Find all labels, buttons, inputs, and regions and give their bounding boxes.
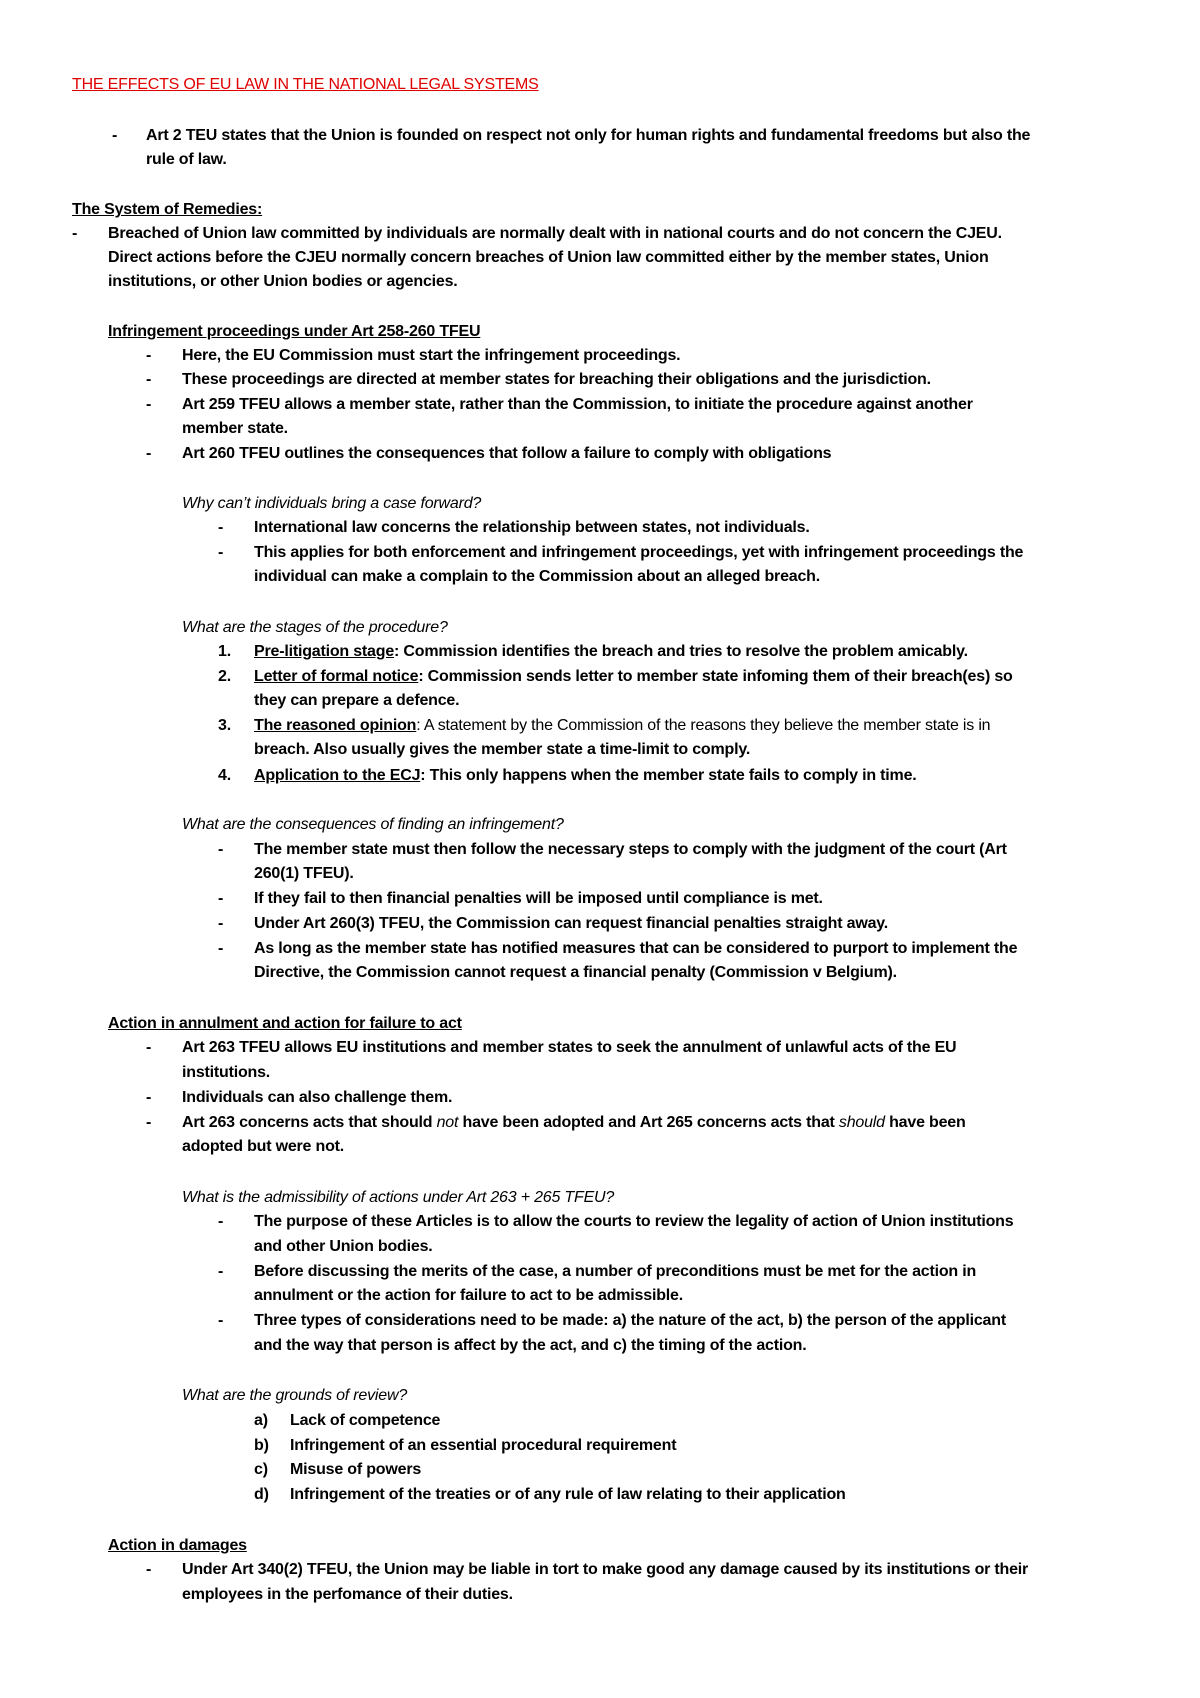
question-heading: What is the admissibility of actions under Art 263 + 265 TFEU? (182, 1189, 615, 1206)
stage-term: Pre-litigation stage (254, 643, 395, 660)
bullet-dash: - (146, 396, 152, 413)
section-heading-remedies: The System of Remedies: (72, 201, 263, 218)
list-item-cont: and the way that person is affect by the act, and c) the timing of the action. (254, 1337, 807, 1354)
list-number: 4. (218, 767, 231, 784)
list-item: Misuse of powers (290, 1461, 422, 1478)
text-run: have been adopted and Art 265 concerns acts that (458, 1114, 839, 1131)
section-heading-damages: Action in damages (108, 1537, 247, 1554)
list-letter: c) (254, 1461, 268, 1478)
list-item-cont: individual can make a complain to the Commission about an alleged breach. (254, 568, 820, 585)
list-item: Under Art 340(2) TFEU, the Union may be liable in tort to make good any damage caused by its institutions or their (182, 1561, 1029, 1578)
section-heading-annulment: Action in annulment and action for failure to act (108, 1015, 462, 1032)
list-item-cont: member state. (182, 420, 288, 437)
list-item: Here, the EU Commission must start the infringement proceedings. (182, 347, 681, 364)
stage-term: Letter of formal notice (254, 668, 419, 685)
list-item: Art 259 TFEU allows a member state, rather than the Commission, to initiate the procedure against another (182, 396, 973, 413)
remedies-line: Direct actions before the CJEU normally concern breaches of Union law committed either by the member states, Union (108, 249, 989, 266)
remedies-line: institutions, or other Union bodies or agencies. (108, 273, 458, 290)
list-letter: d) (254, 1486, 269, 1503)
bullet-dash: - (218, 1213, 224, 1230)
list-item (254, 642, 968, 662)
list-item: Before discussing the merits of the case, a number of preconditions must be met for the action in (254, 1263, 977, 1280)
list-item: Three types of considerations need to be made: a) the nature of the act, b) the person of the applicant (254, 1312, 1006, 1329)
list-item-cont: 260(1) TFEU). (254, 865, 354, 882)
stage-text: : Commission identifies the breach and tries to resolve the problem amicably. (394, 643, 968, 660)
question-heading: What are the grounds of review? (182, 1387, 408, 1404)
section-heading-infringement: Infringement proceedings under Art 258-260 TFEU (108, 323, 481, 340)
list-number: 3. (218, 717, 231, 734)
list-item: International law concerns the relationship between states, not individuals. (254, 519, 810, 536)
list-item: Individuals can also challenge them. (182, 1089, 453, 1106)
list-item: Infringement of an essential procedural requirement (290, 1437, 677, 1454)
question-heading: Why can’t individuals bring a case forward? (182, 495, 482, 512)
bullet-dash: - (218, 841, 224, 858)
stage-term: Application to the ECJ (254, 767, 421, 784)
list-item: Lack of competence (290, 1412, 441, 1429)
list-item: Infringement of the treaties or of any rule of law relating to their application (290, 1486, 846, 1503)
bullet-dash: - (218, 519, 224, 536)
list-item-cont: and other Union bodies. (254, 1238, 433, 1255)
remedies-line: Breached of Union law committed by individuals are normally dealt with in national courts and do not concern the CJEU. (108, 225, 1002, 242)
emphasis: should (838, 1114, 885, 1131)
list-letter: b) (254, 1437, 269, 1454)
bullet-dash: - (146, 371, 152, 388)
bullet-dash: - (218, 1263, 224, 1280)
list-letter: a) (254, 1412, 268, 1429)
stage-text: : A statement by the Commission of the reasons they believe the member state is in (416, 717, 991, 734)
list-item-cont: Directive, the Commission cannot request a financial penalty (Commission v Belgium). (254, 964, 897, 981)
stage-text: : Commission sends letter to member state infoming them of their breach(es) so (418, 668, 1013, 685)
list-item-cont: employees in the perfomance of their duties. (182, 1586, 513, 1603)
list-item (182, 1113, 966, 1133)
bullet-dash: - (218, 1312, 224, 1329)
list-number: 2. (218, 668, 231, 685)
list-item: Under Art 260(3) TFEU, the Commission can request financial penalties straight away. (254, 915, 889, 932)
bullet-dash: - (146, 1089, 152, 1106)
list-item (254, 667, 1013, 687)
question-heading: What are the consequences of finding an infringement? (182, 816, 564, 833)
text-run: have been (884, 1114, 966, 1131)
list-item-cont: breach. Also usually gives the member state a time-limit to comply. (254, 741, 751, 758)
list-item: This applies for both enforcement and infringement proceedings, yet with infringement proceedings the (254, 544, 1024, 561)
question-heading: What are the stages of the procedure? (182, 619, 448, 636)
intro-line: Art 2 TEU states that the Union is founded on respect not only for human rights and fundamental freedoms but also the (146, 127, 1031, 144)
list-number: 1. (218, 643, 231, 660)
list-item: If they fail to then financial penalties will be imposed until compliance is met. (254, 890, 823, 907)
emphasis: not (436, 1114, 459, 1131)
text-run: Art 263 concerns acts that should (182, 1114, 437, 1131)
bullet-dash: - (218, 890, 224, 907)
list-item (254, 766, 917, 786)
list-item-cont: adopted but were not. (182, 1138, 345, 1155)
bullet-dash: - (112, 127, 118, 144)
bullet-dash: - (146, 1039, 152, 1056)
list-item: These proceedings are directed at member states for breaching their obligations and the jurisdiction. (182, 371, 931, 388)
list-item-cont: annulment or the action for failure to act to be admissible. (254, 1287, 683, 1304)
list-item: The purpose of these Articles is to allow the courts to review the legality of action of Union institutions (254, 1213, 1014, 1230)
bullet-dash: - (146, 1561, 152, 1578)
bullet-dash: - (218, 940, 224, 957)
intro-line: rule of law. (146, 151, 227, 168)
document-title: THE EFFECTS OF EU LAW IN THE NATIONAL LEGAL SYSTEMS (72, 76, 539, 93)
stage-term: The reasoned opinion (254, 717, 417, 734)
list-item: Art 263 TFEU allows EU institutions and member states to seek the annulment of unlawful acts of the EU (182, 1039, 957, 1056)
list-item-cont: institutions. (182, 1064, 271, 1081)
list-item: The member state must then follow the necessary steps to comply with the judgment of the court (Art (254, 841, 1007, 858)
bullet-dash: - (218, 544, 224, 561)
bullet-dash: - (72, 225, 78, 242)
list-item (254, 716, 990, 736)
list-item: Art 260 TFEU outlines the consequences that follow a failure to comply with obligations (182, 445, 832, 462)
bullet-dash: - (146, 1114, 152, 1131)
stage-text: : This only happens when the member state fails to comply in time. (420, 767, 917, 784)
bullet-dash: - (218, 915, 224, 932)
bullet-dash: - (146, 347, 152, 364)
list-item: As long as the member state has notified measures that can be considered to purport to implement the (254, 940, 1018, 957)
bullet-dash: - (146, 445, 152, 462)
list-item-cont: they can prepare a defence. (254, 692, 460, 709)
